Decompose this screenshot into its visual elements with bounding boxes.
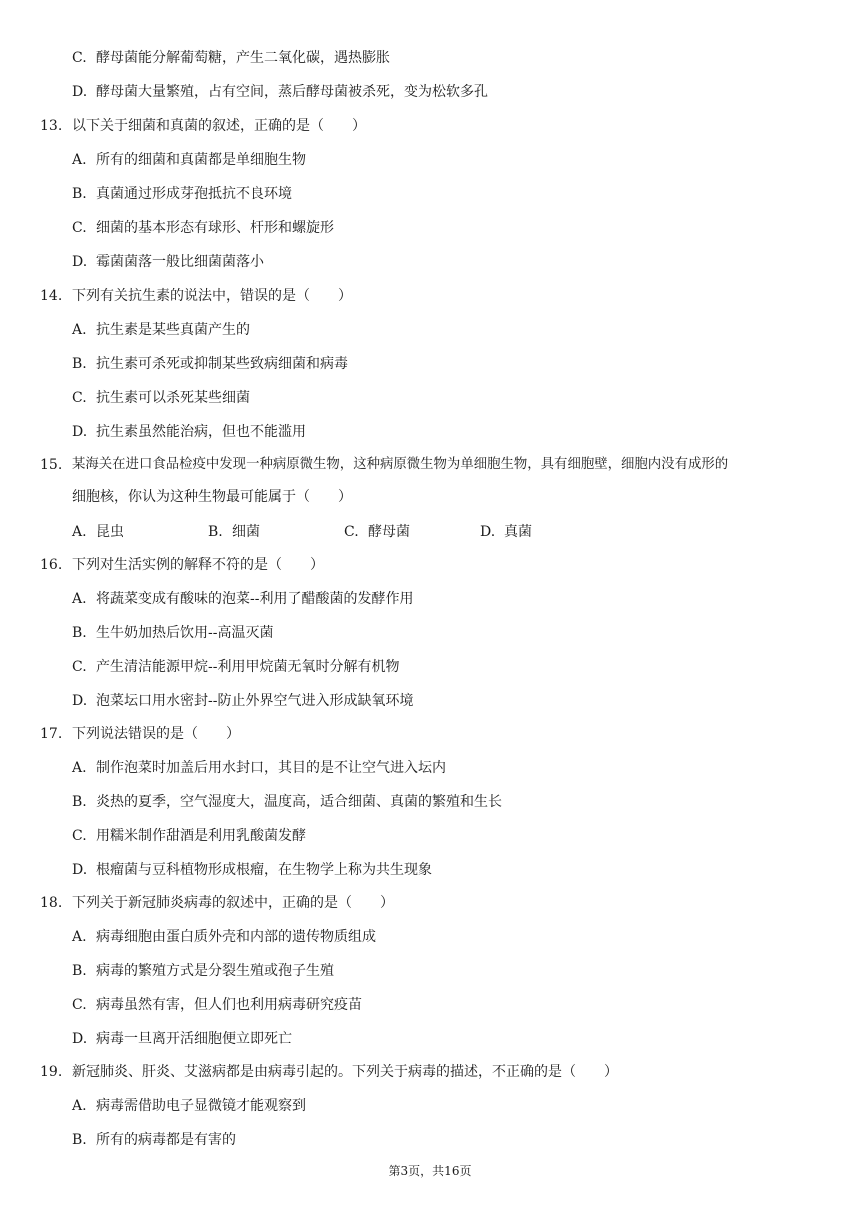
- q15-stem-line2: 细胞核，你认为这种生物最可能属于（ ）: [72, 489, 352, 505]
- option-letter: D.: [72, 862, 88, 878]
- option-text: 泡菜坛口用水密封--防止外界空气进入形成缺氧环境: [96, 693, 414, 709]
- q14-option-d: [72, 422, 306, 442]
- option-text: 制作泡菜时加盖后用水封口，其目的是不让空气进入坛内: [96, 760, 446, 776]
- q14-stem: 下列有关抗生素的说法中，错误的是（ ）: [72, 288, 352, 304]
- q15-number: 15.: [40, 457, 63, 473]
- option-letter: B.: [72, 794, 87, 810]
- q17-option-a: [72, 758, 446, 778]
- q16-option-d: [72, 691, 413, 711]
- q15-option-c: [344, 522, 410, 542]
- q16-option-a: [72, 589, 413, 609]
- q14-number: 14.: [40, 288, 63, 304]
- option-text: 病毒一旦离开活细胞便立即死亡: [96, 1031, 292, 1047]
- q17-option-b: [72, 792, 502, 812]
- option-letter: D.: [72, 1031, 88, 1047]
- option-text: 霉菌菌落一般比细菌菌落小: [96, 254, 264, 270]
- option-letter: C.: [344, 524, 359, 540]
- q18-stem: 下列关于新冠肺炎病毒的叙述中，正确的是（ ）: [72, 895, 394, 911]
- option-letter: B.: [72, 625, 87, 641]
- option-text: 昆虫: [96, 524, 124, 540]
- option-letter: A.: [72, 1098, 87, 1114]
- q17-option-c: [72, 826, 306, 846]
- q18-option-d: [72, 1029, 292, 1049]
- option-text: 抗生素虽然能治病，但也不能滥用: [96, 424, 306, 440]
- q13-stem: 以下关于细菌和真菌的叙述，正确的是（ ）: [72, 118, 366, 134]
- q17-number: 17.: [40, 726, 63, 742]
- option-text: 抗生素是某些真菌产生的: [96, 322, 250, 338]
- q16-option-c: [72, 657, 399, 677]
- q14-option-a: [72, 320, 250, 340]
- option-letter: C.: [72, 828, 87, 844]
- option-text: 根瘤菌与豆科植物形成根瘤，在生物学上称为共生现象: [96, 862, 432, 878]
- option-text: 病毒虽然有害，但人们也利用病毒研究疫苗: [96, 997, 362, 1013]
- option-text: 真菌: [504, 524, 532, 540]
- q12-option-d: [72, 82, 488, 102]
- option-text: 所有的病毒都是有害的: [96, 1132, 236, 1148]
- option-letter: C.: [72, 997, 87, 1013]
- option-text: 真菌通过形成芽孢抵抗不良环境: [96, 186, 292, 202]
- option-letter: B.: [208, 524, 223, 540]
- option-letter: B.: [72, 356, 87, 372]
- q19-number: 19.: [40, 1064, 63, 1080]
- option-letter: D.: [72, 254, 88, 270]
- option-letter: B.: [72, 186, 87, 202]
- q17-stem: 下列说法错误的是（ ）: [72, 726, 240, 742]
- q13-option-c: [72, 218, 334, 238]
- option-text: 病毒需借助电子显微镜才能观察到: [96, 1098, 306, 1114]
- option-letter: C.: [72, 50, 87, 66]
- q14-option-b: [72, 354, 348, 374]
- option-text: 生牛奶加热后饮用--高温灭菌: [96, 625, 274, 641]
- option-text: 炎热的夏季，空气湿度大，温度高，适合细菌、真菌的繁殖和生长: [96, 794, 502, 810]
- q19-stem: 新冠肺炎、肝炎、艾滋病都是由病毒引起的。下列关于病毒的描述，不正确的是（ ）: [72, 1064, 618, 1080]
- option-text: 将蔬菜变成有酸味的泡菜--利用了醋酸菌的发酵作用: [96, 591, 414, 607]
- q19-option-b: [72, 1130, 236, 1150]
- q13-option-b: [72, 184, 292, 204]
- q15-option-d: [480, 522, 532, 542]
- q15-stem-line1: 某海关在进口食品检疫中发现一种病原微生物，这种病原微生物为单细胞生物，具有细胞壁，细胞内没有成形的: [72, 457, 729, 472]
- option-letter: C.: [72, 390, 87, 406]
- option-text: 病毒的繁殖方式是分裂生殖或孢子生殖: [96, 963, 334, 979]
- option-letter: D.: [480, 524, 496, 540]
- option-letter: C.: [72, 659, 87, 675]
- q12-option-c: [72, 48, 390, 68]
- q19-option-a: [72, 1096, 306, 1116]
- option-letter: A.: [72, 760, 87, 776]
- q18-number: 18.: [40, 895, 63, 911]
- option-text: 所有的细菌和真菌都是单细胞生物: [96, 152, 306, 168]
- q13-option-d: [72, 252, 264, 272]
- q18-option-a: [72, 927, 376, 947]
- q16-number: 16.: [40, 557, 63, 573]
- q18-option-b: [72, 961, 334, 981]
- option-text: 产生清洁能源甲烷--利用甲烷菌无氧时分解有机物: [96, 659, 400, 675]
- option-letter: B.: [72, 963, 87, 979]
- option-letter: D.: [72, 84, 88, 100]
- option-text: 细菌: [232, 524, 260, 540]
- q18-option-c: [72, 995, 362, 1015]
- option-text: 抗生素可杀死或抑制某些致病细菌和病毒: [96, 356, 348, 372]
- q13-option-a: [72, 150, 306, 170]
- q15-option-b: [208, 522, 260, 542]
- option-text: 抗生素可以杀死某些细菌: [96, 390, 250, 406]
- option-text: 酵母菌能分解葡萄糖，产生二氧化碳，遇热膨胀: [96, 50, 390, 66]
- option-letter: D.: [72, 693, 88, 709]
- option-letter: A.: [72, 929, 87, 945]
- q16-option-b: [72, 623, 273, 643]
- q14-option-c: [72, 388, 250, 408]
- option-letter: B.: [72, 1132, 87, 1148]
- option-text: 酵母菌: [368, 524, 410, 540]
- option-letter: A.: [72, 322, 87, 338]
- q17-option-d: [72, 860, 432, 880]
- q15-option-a: [72, 522, 124, 542]
- page-footer: 第3页，共16页: [388, 1164, 472, 1178]
- option-letter: A.: [72, 524, 87, 540]
- option-text: 病毒细胞由蛋白质外壳和内部的遗传物质组成: [96, 929, 376, 945]
- option-letter: A.: [72, 152, 87, 168]
- option-text: 用糯米制作甜酒是利用乳酸菌发酵: [96, 828, 306, 844]
- option-text: 细菌的基本形态有球形、杆形和螺旋形: [96, 220, 334, 236]
- option-letter: D.: [72, 424, 88, 440]
- option-letter: A.: [72, 591, 87, 607]
- option-text: 酵母菌大量繁殖，占有空间，蒸后酵母菌被杀死，变为松软多孔: [96, 84, 488, 100]
- option-letter: C.: [72, 220, 87, 236]
- q16-stem: 下列对生活实例的解释不符的是（ ）: [72, 557, 324, 573]
- q13-number: 13.: [40, 118, 63, 134]
